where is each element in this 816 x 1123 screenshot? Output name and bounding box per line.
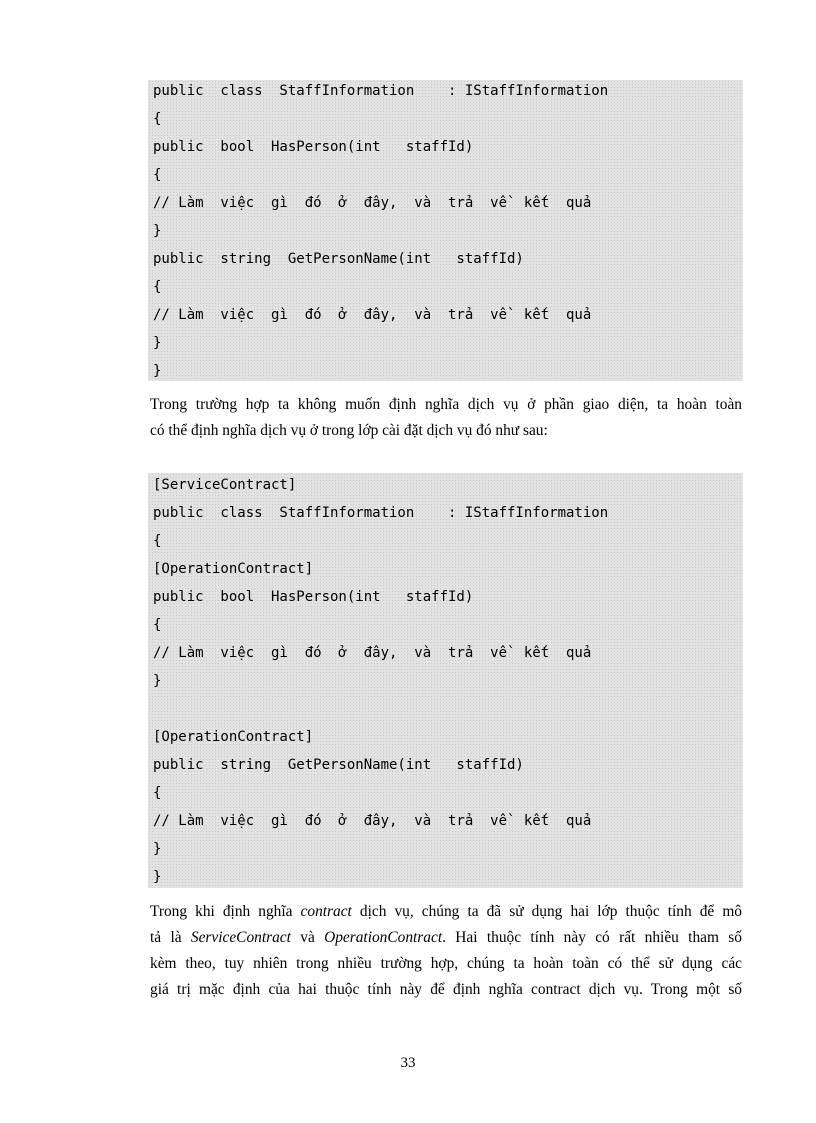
code-line: // Làm việc gì đó ở đây, và trả về kết quả (153, 195, 592, 211)
code-line: public class StaffInformation : IStaffInformation (153, 505, 609, 521)
paragraph-line: Trong trường hợp ta không muốn định nghĩa dịch vụ ở phần giao diện, ta hoàn toàn (150, 396, 742, 413)
text-run: . Hai thuộc tính này có rất nhiều tham số (442, 929, 742, 946)
code-line: [ServiceContract] (153, 477, 297, 493)
code-line: } (153, 335, 162, 351)
code-line: // Làm việc gì đó ở đây, và trả về kết quả (153, 645, 592, 661)
code-block (148, 80, 743, 381)
code-line: [OperationContract] (153, 561, 314, 577)
text-run: tả là (150, 929, 191, 946)
code-line: [OperationContract] (153, 729, 314, 745)
code-block (148, 473, 743, 888)
code-line: } (153, 673, 162, 689)
italic-term: ServiceContract (190, 929, 291, 946)
code-line: } (153, 869, 162, 885)
code-line: { (153, 111, 162, 127)
page-number: 33 (400, 1055, 416, 1071)
code-line: { (153, 279, 162, 295)
code-line: public bool HasPerson(int staffId) (153, 589, 474, 605)
paragraph-line: giá trị mặc định của hai thuộc tính này để định nghĩa contract dịch vụ. Trong một số (150, 981, 742, 998)
italic-term: OperationContract (324, 929, 443, 946)
code-line: } (153, 841, 162, 857)
code-line: public string GetPersonName(int staffId) (153, 757, 524, 773)
code-line: { (153, 785, 162, 801)
code-line: { (153, 533, 162, 549)
code-line: // Làm việc gì đó ở đây, và trả về kết quả (153, 307, 592, 323)
code-line: public class StaffInformation : IStaffInformation (153, 83, 609, 99)
paragraph-line (150, 928, 742, 947)
code-line: public bool HasPerson(int staffId) (153, 139, 474, 155)
paragraph-line (150, 902, 742, 921)
code-line: // Làm việc gì đó ở đây, và trả về kết quả (153, 813, 592, 829)
code-line: } (153, 223, 162, 239)
italic-term: contract (300, 903, 352, 920)
code-line: { (153, 167, 162, 183)
paragraph-line: có thể định nghĩa dịch vụ ở trong lớp cài đặt dịch vụ đó như sau: (150, 422, 548, 439)
text-run: dịch vụ, chúng ta đã sử dụng hai lớp thuộc tính để mô (351, 903, 742, 920)
code-line: public string GetPersonName(int staffId) (153, 251, 524, 267)
code-line: { (153, 617, 162, 633)
code-line: } (153, 363, 162, 379)
text-run: Trong khi định nghĩa (150, 903, 301, 920)
paragraph-line: kèm theo, tuy nhiên trong nhiều trường hợp, chúng ta hoàn toàn có thể sử dụng các (150, 955, 742, 972)
text-run: và (290, 929, 325, 946)
